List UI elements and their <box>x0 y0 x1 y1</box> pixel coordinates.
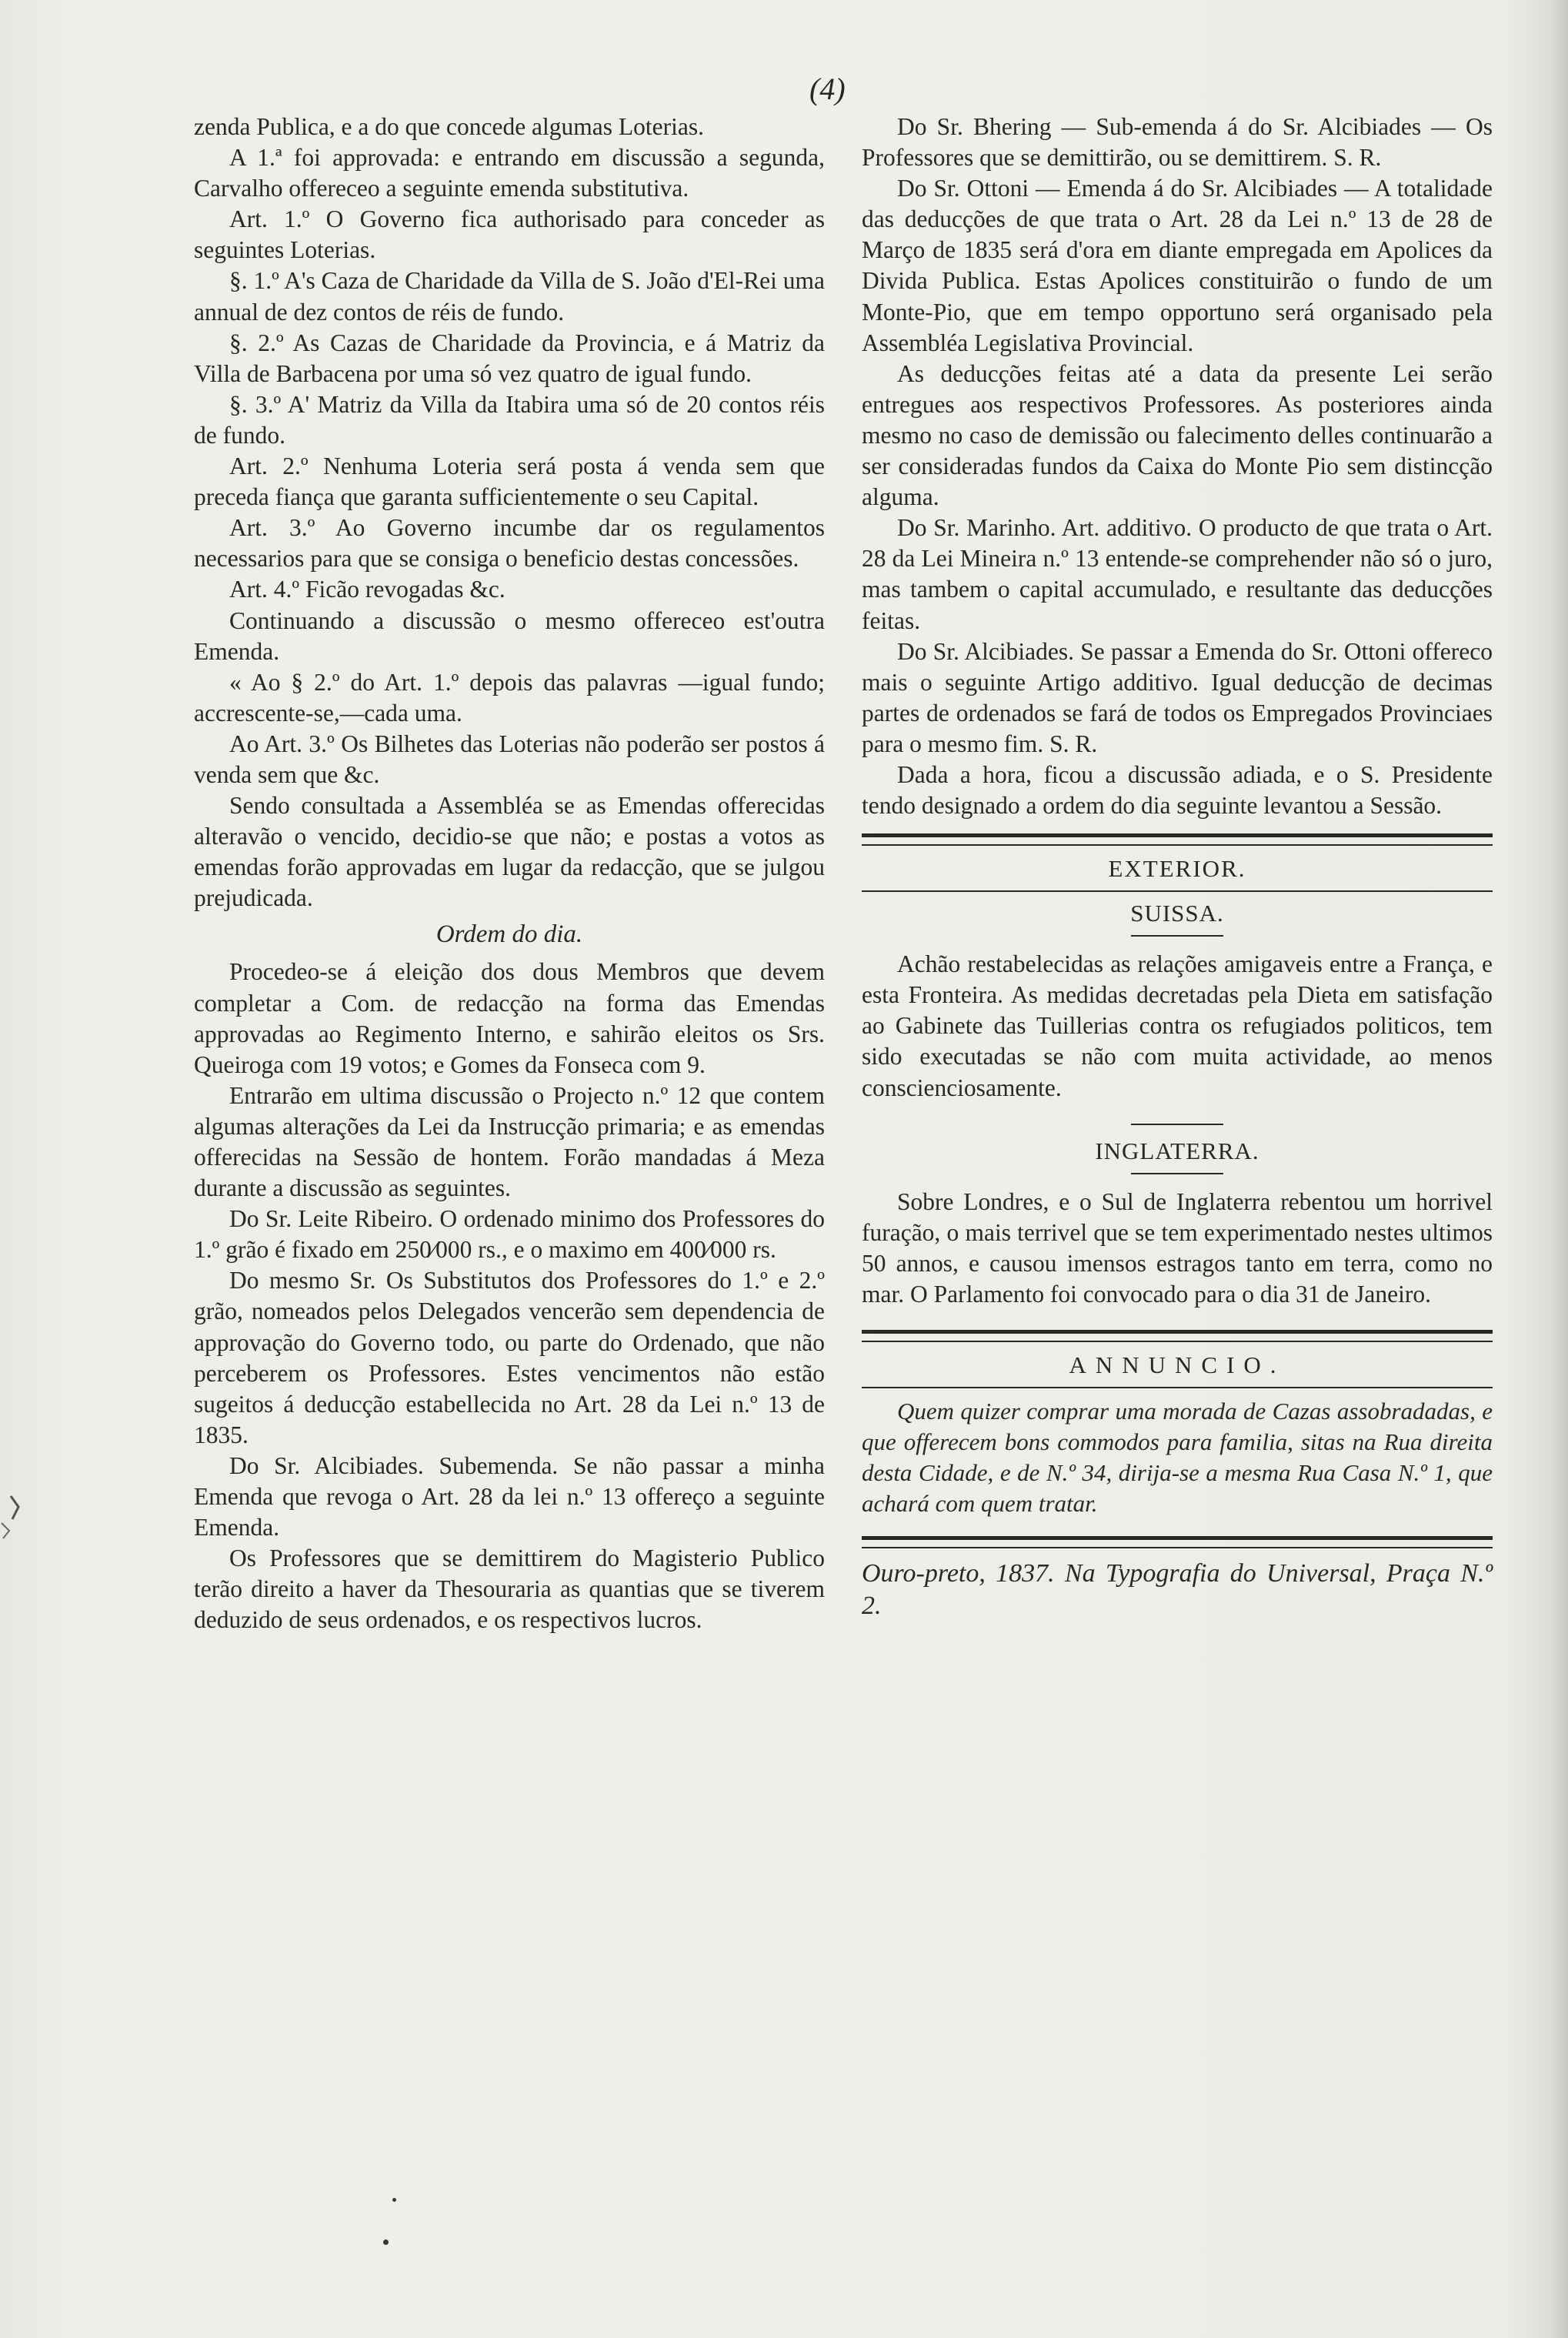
paragraph: A 1.ª foi approvada: e entrando em discussão a segunda, Carvalho offereceo a seguinte emenda substitutiva. <box>194 144 825 202</box>
divider-line <box>862 1387 1493 1388</box>
paragraph: §. 1.º A's Caza de Charidade da Villa de S. João d'El-Rei uma annual de dez contos de réis de fundo. <box>194 267 825 326</box>
paragraph: §. 2.º As Cazas de Charidade da Provincia, e á Matriz da Villa de Barbacena por uma só vez quatro de igual fundo. <box>194 329 825 387</box>
right-column-paragraphs <box>862 112 1493 821</box>
paragraph: §. 3.º A' Matriz da Villa da Itabira uma só de 20 contos réis de fundo. <box>194 390 825 449</box>
imprint <box>862 1558 1493 1622</box>
paragraph: As deducções feitas até a data da presente Lei serão entregues aos respectivos Professores. As posteriores ainda mesmo no caso de demissão ou falecimento delles continuarão a ser consideradas fundos da Caixa do Monte Pio sem distincção alguma. <box>862 359 1493 511</box>
ink-speck <box>392 2198 396 2202</box>
suissa-heading: SUISSA. <box>1130 900 1224 927</box>
inglaterra-heading: INGLATERRA. <box>1095 1137 1259 1164</box>
paragraph: Do Sr. Bhering — Sub-emenda á do Sr. Alcibiades — Os Professores que se demittirão, ou se demittirem. S. R. <box>862 113 1493 172</box>
divider-short <box>1131 1173 1223 1174</box>
section-divider <box>862 1330 1493 1342</box>
right-column <box>862 112 1493 1622</box>
paragraph: Do Sr. Alcibiades. Subemenda. Se não passar a minha Emenda que revoga o Art. 28 da lei n.º 13 offereço a seguinte Emenda. <box>194 1451 825 1541</box>
paragraph: Do Sr. Alcibiades. Se passar a Emenda do Sr. Ottoni offereco mais o seguinte Artigo additivo. Igual deducção de decimas partes de ordenados se fará de todos os Empregados Provinciaes para o mesmo fim. S. R. <box>862 637 1493 757</box>
paragraph: Dada a hora, ficou a discussão adiada, e o S. Presidente tendo designado a ordem do dia seguinte levantou a Sessão. <box>862 760 1493 820</box>
paragraph: Sendo consultada a Assembléa se as Emendas offerecidas alteravão o vencido, decidio-se que não; e postas a votos as emendas forão approvadas em lugar da redacção, que se julgou prejudicada. <box>194 792 825 912</box>
paragraph: Procedeo-se á eleição dos dous Membros que devem completar a Com. de redacção na forma das Emendas approvadas ao Regimento Interno, e sahirão eleitos os Srs. Queiroga com 19 votos; e Gomes da Fonseca com 9. <box>194 958 825 1078</box>
page-edge <box>1551 0 1568 2338</box>
margin-mark <box>8 1493 31 1524</box>
left-column <box>194 112 825 1636</box>
paragraph: Art. 2.º Nenhuma Loteria será posta á venda sem que preceda fiança que garanta sufficientemente o seu Capital. <box>194 453 825 511</box>
annuncio-text: Quem quizer comprar uma morada de Cazas assobradadas, e que offerecem bons commodos para familia, sitas na Rua direita desta Cidade, e de N.º 34, dirija-se a mesma Rua Casa N.º 1, que achará com quem tratar. <box>862 1398 1493 1517</box>
margin-mark <box>0 1520 18 1541</box>
paragraph: Ao Art. 3.º Os Bilhetes das Loterias não poderão ser postos á venda sem que &c. <box>194 730 825 788</box>
paragraph: Os Professores que se demittirem do Magisterio Publico terão direito a haver da Thesouraria as quantias que se tiverem deduzido de seus ordenados, e os respectivos lucros. <box>194 1545 825 1634</box>
paragraph: zenda Publica, e a do que concede algumas Loterias. <box>194 113 704 140</box>
paragraph: Art. 1.º O Governo fica authorisado para conceder as seguintes Loterias. <box>194 205 825 264</box>
divider-line <box>862 890 1493 892</box>
inglaterra-article: Sobre Londres, e o Sul de Inglaterra rebentou um horrivel furação, o mais terrivel que se tem experimentado nestes ultimos 50 annos, e causou imensos estragos tanto em terra, como no mar. O Parlamento foi convocado para o dia 31 de Janeiro. <box>862 1187 1493 1308</box>
paragraph: Art. 3.º Ao Governo incumbe dar os regulamentos necessarios para que se consiga o beneficio destas concessões. <box>194 514 825 573</box>
annuncio-box <box>862 1396 1493 1519</box>
paragraph: Art. 4.º Ficão revogadas &c. <box>229 576 505 603</box>
section-heading: Ordem do dia. <box>435 920 583 949</box>
paragraph: Do Sr. Ottoni — Emenda á do Sr. Alcibiades — A totalidade das deducções de que trata o Art. 28 da Lei n.º 13 de 28 de Março de 1835 será d'ora em diante empregada em Apolices da Divida Publica. Estas Apolices constituirão o fundo de um Monte-Pio, que em tempo opportuno será organisado pela Assembléa Legislativa Provincial. <box>862 175 1493 356</box>
paragraph: Do Sr. Marinho. Art. additivo. O producto de que trata o Art. 28 da Lei Mineira n.º 13 entende-se comprehender não só o juro, mas tambem o capital accumulado, e resultante das deducções feitas. <box>862 514 1493 634</box>
imprint-text: Ouro-preto, 1837. Na Typografia do Universal, Praça N.º 2. <box>862 1559 1493 1620</box>
exterior-heading: EXTERIOR. <box>1108 855 1246 883</box>
paragraph: « Ao § 2.º do Art. 1.º depois das palavras —igual fundo; accrescente-se,—cada uma. <box>194 668 825 726</box>
paragraph: Continuando a discussão o mesmo offereceo est'outra Emenda. <box>194 606 825 665</box>
section-divider <box>862 1536 1493 1548</box>
ink-speck <box>383 2239 389 2245</box>
page-number: (4) <box>809 72 846 106</box>
annuncio-heading: ANNUNCIO. <box>1069 1351 1286 1378</box>
paragraph: Do mesmo Sr. Os Substitutos dos Professores do 1.º e 2.º grão, nomeados pelos Delegados vencerão sem dependencia de approvação do Governo todo, ou parte do Ordenado, que não perceberem os Professores. Estes vencimentos não estão sugeitos á deducção estabellecida no Art. 28 da Lei n.º 13 de 1835. <box>194 1267 825 1448</box>
suissa-article: Achão restabelecidas as relações amigaveis entre a França, e esta Fronteira. As medidas decretadas pela Dieta em satisfação ao Gabinete das Tuillerias contra os refugiados politicos, tem sido executadas se não com muita actividade, ao menos conscienciosamente. <box>862 950 1493 1101</box>
paragraph: Entrarão em ultima discussão o Projecto n.º 12 que contem algumas alterações da Lei da Instrucção primaria; e as emendas offerecidas na Sessão de hontem. Forão mandadas á Meza durante a discussão as seguintes. <box>194 1081 825 1202</box>
paragraph: Do Sr. Leite Ribeiro. O ordenado minimo dos Professores do 1.º grão é fixado em 250⁄000 rs., e o maximo em 400⁄000 rs. <box>194 1205 825 1264</box>
section-divider <box>862 833 1493 846</box>
divider-short <box>1131 935 1223 937</box>
divider-short <box>1131 1124 1223 1125</box>
